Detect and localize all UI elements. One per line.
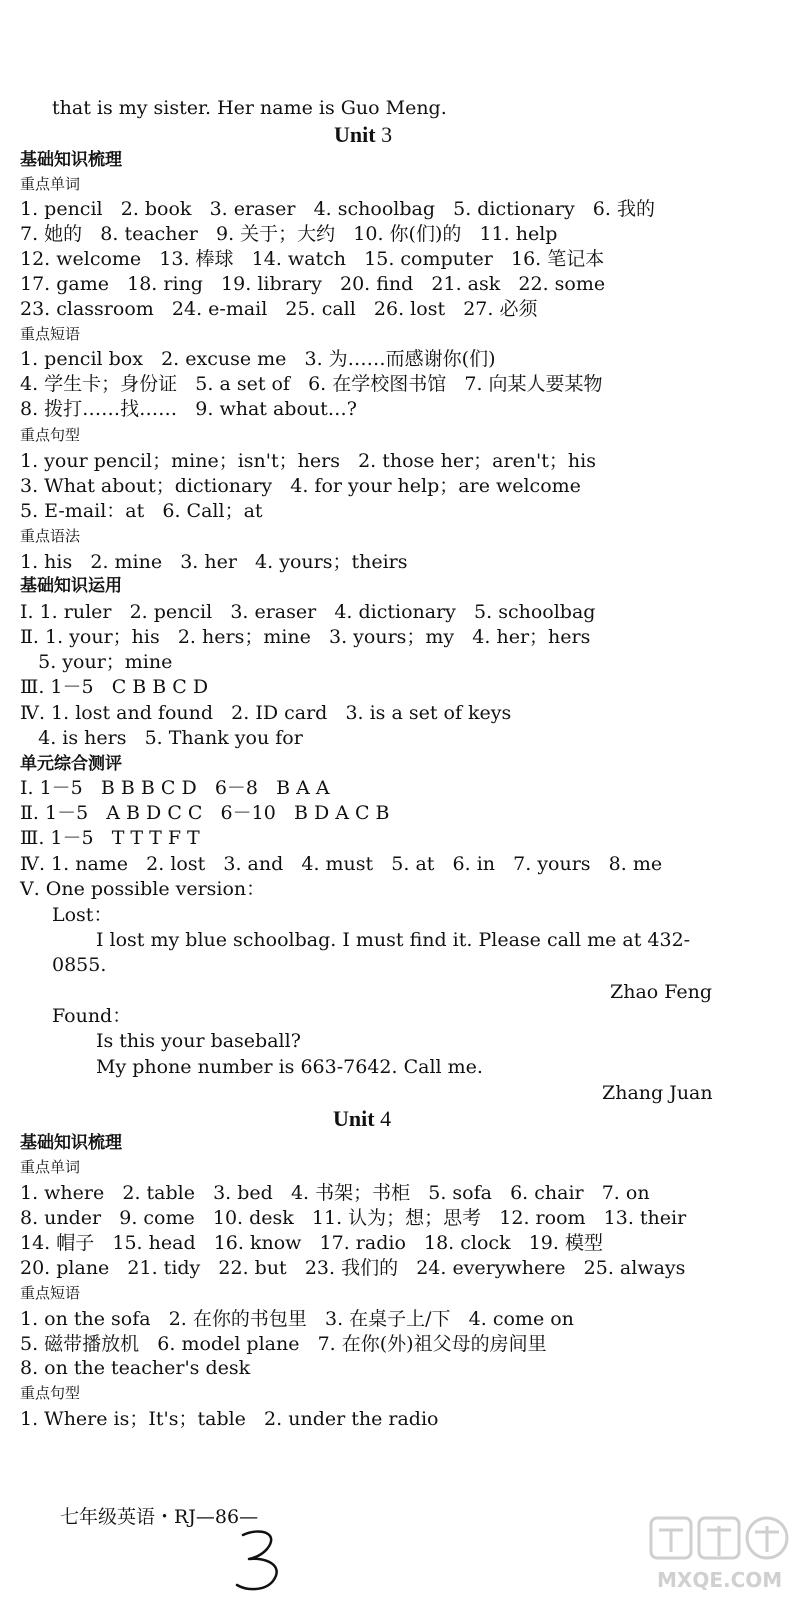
unit3-phrases-line: 4. 学生卡；身份证 5. a set of 6. 在学校图书馆 7. 向某人要某物 — [20, 373, 603, 395]
unit3-usage-line: 4. is hers 5. Thank you for — [20, 727, 303, 749]
unit3-words-title: 重点单词 — [20, 175, 81, 193]
unit3-test-line: Ⅲ. 1－5 T T T F T — [20, 827, 200, 849]
unit4-sentences-title: 重点句型 — [20, 1384, 81, 1402]
unit3-words-line: 23. classroom 24. e-mail 25. call 26. lost 27. 必须 — [20, 298, 538, 320]
lost-text: I lost my blue schoolbag. I must find it. Please call me at 432- — [96, 929, 691, 951]
unit4-phrases-line: 8. on the teacher's desk — [20, 1357, 251, 1379]
unit3-test-line: Ⅴ. One possible version： — [20, 878, 266, 900]
unit3-usage-line: Ⅲ. 1－5 C B B C D — [20, 676, 209, 698]
unit4-heading — [333, 1106, 391, 1132]
unit3-sentences-line: 1. your pencil；mine；isn't；hers 2. those her；aren't；his — [20, 450, 596, 472]
unit3-words-line: 7. 她的 8. teacher 9. 关于；大约 10. 你(们)的 11. help — [20, 223, 558, 245]
unit3-usage-line: Ⅱ. 1. your；his 2. hers；mine 3. yours；my 4. her；hers — [20, 626, 591, 648]
unit4-words-line: 8. under 9. come 10. desk 11. 认为；想；思考 12. room 13. their — [20, 1207, 687, 1229]
unit3-sentences-line: 5. E-mail：at 6. Call；at — [20, 500, 263, 522]
unit3-number: 3 — [381, 122, 393, 147]
unit4-title: Unit — [333, 1106, 375, 1131]
unit4-section-basics: 基础知识梳理 — [20, 1133, 122, 1153]
unit3-usage-line: Ⅳ. 1. lost and found 2. ID card 3. is a set of keys — [20, 702, 512, 724]
unit3-section-test: 单元综合测评 — [20, 754, 122, 774]
handwritten-page-mark — [225, 1525, 295, 1595]
unit4-number: 4 — [380, 1106, 392, 1131]
page-footer: 七年级英语・RJ—86— — [60, 1506, 259, 1528]
found-text: Is this your baseball? — [96, 1030, 301, 1052]
unit3-grammar-line: 1. his 2. mine 3. her 4. yours；theirs — [20, 551, 408, 573]
unit3-test-line: Ⅳ. 1. name 2. lost 3. and 4. must 5. at 6. in 7. yours 8. me — [20, 853, 663, 875]
unit3-test-line: Ⅱ. 1－5 A B D C C 6－10 B D A C B — [20, 802, 390, 824]
unit3-phrases-line: 1. pencil box 2. excuse me 3. 为……而感谢你(们) — [20, 348, 496, 370]
unit3-section-usage: 基础知识运用 — [20, 576, 122, 596]
unit3-words-line: 12. welcome 13. 棒球 14. watch 15. computer 16. 笔记本 — [20, 248, 605, 270]
unit4-words-line: 20. plane 21. tidy 22. but 23. 我们的 24. everywhere 25. always — [20, 1257, 686, 1279]
watermark-text: MXQE.COM — [657, 1568, 783, 1592]
unit3-test-line: Ⅰ. 1－5 B B B C D 6－8 B A A — [20, 777, 330, 799]
unit4-phrases-title: 重点短语 — [20, 1284, 81, 1302]
unit3-sentences-line: 3. What about；dictionary 4. for your help；are welcome — [20, 475, 581, 497]
unit4-phrases-line: 1. on the sofa 2. 在你的书包里 3. 在桌子上/下 4. come on — [20, 1308, 574, 1330]
unit3-sentences-title: 重点句型 — [20, 426, 81, 444]
found-text: My phone number is 663-7642. Call me. — [96, 1056, 483, 1078]
lost-text: 0855. — [52, 954, 107, 976]
unit3-heading — [334, 122, 392, 148]
unit3-grammar-title: 重点语法 — [20, 527, 81, 545]
found-label: Found： — [52, 1005, 132, 1027]
continued-text: that is my sister. Her name is Guo Meng. — [52, 97, 447, 119]
found-signature: Zhang Juan — [602, 1082, 713, 1104]
unit4-sentences-line: 1. Where is；It's；table 2. under the radio — [20, 1408, 439, 1430]
unit3-phrases-line: 8. 拨打……找…… 9. what about…? — [20, 398, 357, 420]
unit3-usage-line: 5. your；mine — [20, 651, 173, 673]
lost-label: Lost： — [52, 904, 113, 926]
lost-signature: Zhao Feng — [610, 981, 713, 1003]
unit3-words-line: 1. pencil 2. book 3. eraser 4. schoolbag 5. dictionary 6. 我的 — [20, 198, 655, 220]
unit3-phrases-title: 重点短语 — [20, 325, 81, 343]
unit3-section-basics: 基础知识梳理 — [20, 150, 122, 170]
unit3-title: Unit — [334, 122, 376, 147]
watermark-logo — [645, 1512, 795, 1597]
unit4-words-line: 1. where 2. table 3. bed 4. 书架；书柜 5. sofa 6. chair 7. on — [20, 1182, 650, 1204]
unit3-usage-line: Ⅰ. 1. ruler 2. pencil 3. eraser 4. dictionary 5. schoolbag — [20, 601, 596, 623]
unit4-phrases-line: 5. 磁带播放机 6. model plane 7. 在你(外)祖父母的房间里 — [20, 1333, 547, 1355]
unit3-words-line: 17. game 18. ring 19. library 20. find 21. ask 22. some — [20, 273, 606, 295]
unit4-words-title: 重点单词 — [20, 1158, 81, 1176]
unit4-words-line: 14. 帽子 15. head 16. know 17. radio 18. clock 19. 模型 — [20, 1232, 603, 1254]
